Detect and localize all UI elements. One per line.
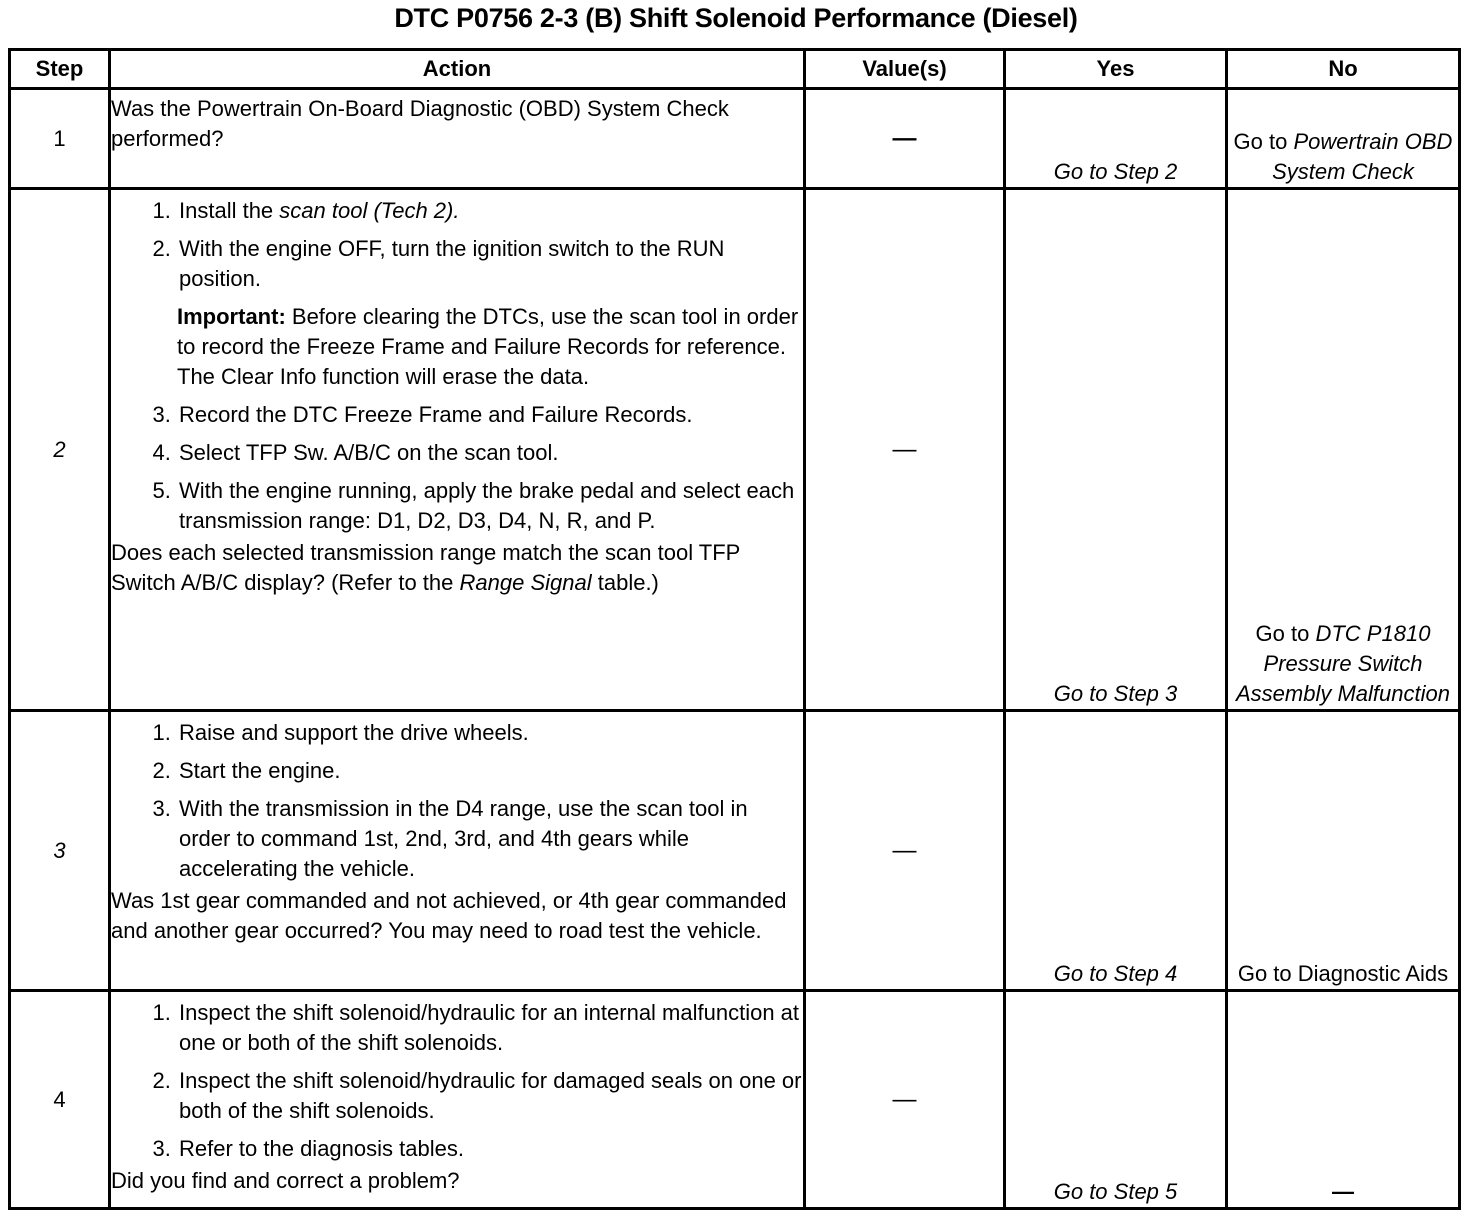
header-action: Action [110, 50, 805, 89]
action-cell [110, 711, 805, 991]
step-number: 2 [10, 189, 110, 711]
header-step: Step [10, 50, 110, 89]
no-prefix: Go to [1233, 129, 1288, 154]
value-cell: — [805, 89, 1005, 189]
no-cell [1227, 89, 1460, 189]
action-cell [110, 89, 805, 189]
no-cell: Go to Diagnostic Aids [1227, 711, 1460, 991]
step-number: 4 [10, 991, 110, 1209]
table-row [10, 89, 1460, 189]
diagnostic-table [8, 48, 1461, 1210]
list-item: 2. With the engine OFF, turn the ignition switch to the RUN position. [177, 234, 803, 294]
action-question: Was the Powertrain On-Board Diagnostic (OBD) System Check performed? [111, 96, 729, 151]
yes-cell: Go to Step 4 [1005, 711, 1227, 991]
action-cell [110, 991, 805, 1209]
step-number: 1 [10, 89, 110, 189]
list-item: 3. With the transmission in the D4 range, use the scan tool in order to command 1st, 2nd, 3rd, and 4th gears while accelerating the vehicle. [177, 794, 803, 884]
list-item: 1. Install the scan tool (Tech 2). [177, 196, 803, 226]
important-note [111, 302, 803, 392]
no-link-text: DTC P1810 Pressure Switch Assembly Malfunction [1236, 621, 1450, 706]
header-no: No [1227, 50, 1460, 89]
list-item: 1. Raise and support the drive wheels. [177, 718, 803, 748]
no-cell: — [1227, 991, 1460, 1209]
page-title: DTC P0756 2-3 (B) Shift Solenoid Performance (Diesel) [394, 3, 1078, 33]
action-steps-list [111, 718, 803, 884]
yes-cell: Go to Step 5 [1005, 991, 1227, 1209]
table-row [10, 991, 1460, 1209]
list-item: 3. Refer to the diagnosis tables. [177, 1134, 803, 1164]
action-question: Does each selected transmission range match the scan tool TFP Switch A/B/C display? (Refer to the Range Signal table.) [111, 540, 740, 595]
no-prefix: Go to [1255, 621, 1310, 646]
header-yes: Yes [1005, 50, 1227, 89]
action-steps-list [111, 998, 803, 1164]
value-cell: — [805, 991, 1005, 1209]
action-cell [110, 189, 805, 711]
step-number: 3 [10, 711, 110, 991]
list-item: 5. With the engine running, apply the brake pedal and select each transmission range: D1, D2, D3, D4, N, R, and P. [177, 476, 803, 536]
list-item: 4. Select TFP Sw. A/B/C on the scan tool. [177, 438, 803, 468]
value-cell: — [805, 711, 1005, 991]
yes-cell: Go to Step 3 [1005, 189, 1227, 711]
action-question: Did you find and correct a problem? [111, 1168, 460, 1193]
yes-cell: Go to Step 2 [1005, 89, 1227, 189]
table-header-row [10, 50, 1460, 89]
no-cell [1227, 189, 1460, 711]
list-item: 1. Inspect the shift solenoid/hydraulic for an internal malfunction at one or both of the shift solenoids. [177, 998, 803, 1058]
important-label: Important: [177, 304, 286, 329]
list-item: 2. Start the engine. [177, 756, 803, 786]
action-question: Was 1st gear commanded and not achieved, or 4th gear commanded and another gear occurred? You may need to road test the vehicle. [111, 888, 787, 943]
table-row [10, 189, 1460, 711]
action-steps-list [111, 400, 803, 536]
header-values: Value(s) [805, 50, 1005, 89]
list-item: 3. Record the DTC Freeze Frame and Failure Records. [177, 400, 803, 430]
list-item: 2. Inspect the shift solenoid/hydraulic for damaged seals on one or both of the shift solenoids. [177, 1066, 803, 1126]
action-steps-list [111, 196, 803, 294]
table-row [10, 711, 1460, 991]
important-text: Before clearing the DTCs, use the scan tool in order to record the Freeze Frame and Failure Records for reference. The Clear Info function will erase the data. [177, 304, 799, 389]
value-cell: — [805, 189, 1005, 711]
no-link-text: Powertrain OBD System Check [1272, 129, 1453, 184]
